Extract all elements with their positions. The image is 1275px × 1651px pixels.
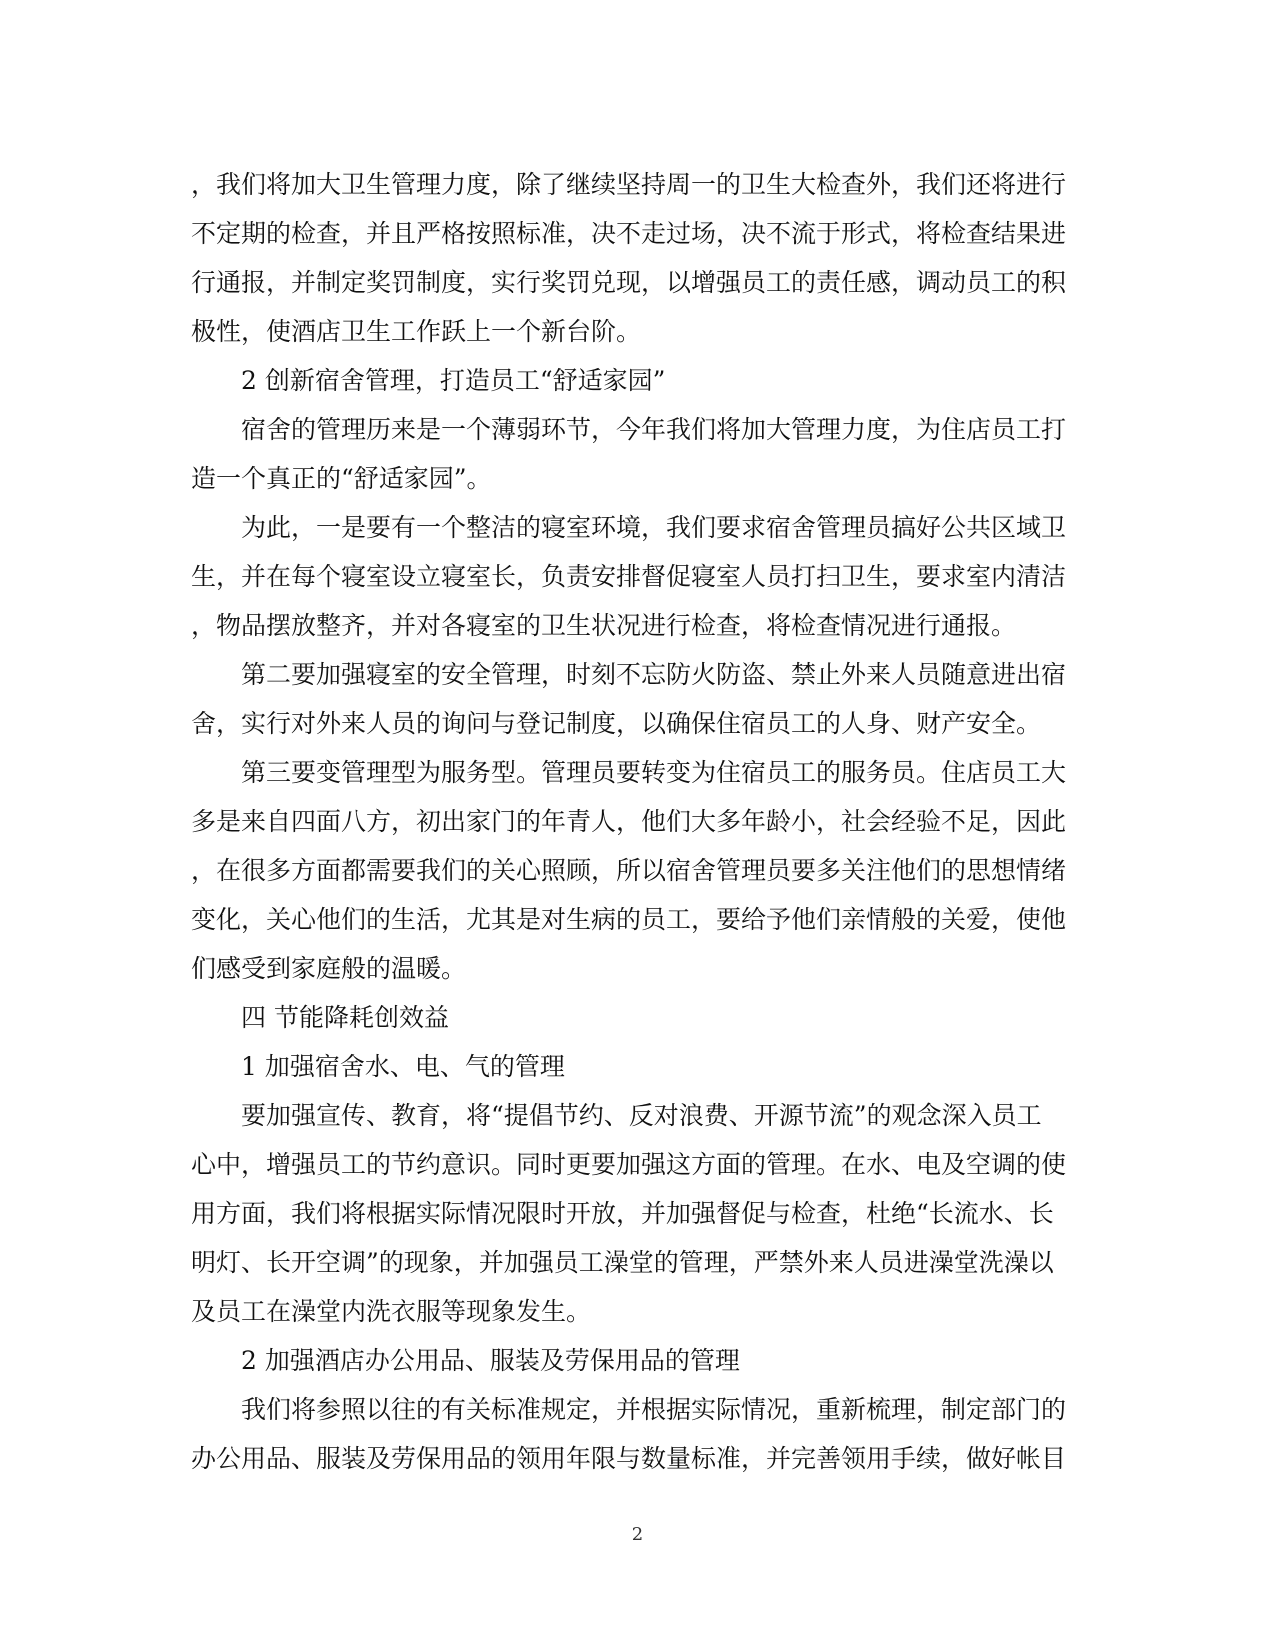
text-line: 行通报，并制定奖罚制度，实行奖罚兑现，以增强员工的责任感，调动员工的积 [191,268,1067,297]
text-line: ，我们将加大卫生管理力度，除了继续坚持周一的卫生大检查外，我们还将进行 [191,170,1067,199]
text-line: 2 加强酒店办公用品、服装及劳保用品的管理 [241,1346,740,1375]
text-line: 第三要变管理型为服务型。管理员要转变为住宿员工的服务员。住店员工大 [241,758,1067,787]
text-line: 2 创新宿舍管理，打造员工“舒适家园” [241,366,666,395]
text-line: 多是来自四面八方，初出家门的年青人，他们大多年龄小，社会经验不足，因此 [191,807,1067,836]
text-line: 不定期的检查，并且严格按照标准，决不走过场，决不流于形式，将检查结果进 [191,219,1067,248]
text-line: 们感受到家庭般的温暖。 [191,954,467,983]
text-line: 办公用品、服装及劳保用品的领用年限与数量标准，并完善领用手续，做好帐目 [191,1444,1067,1473]
text-line: 要加强宣传、教育，将“提倡节约、反对浪费、开源节流”的观念深入员工 [241,1101,1042,1130]
text-line: 宿舍的管理历来是一个薄弱环节，今年我们将加大管理力度，为住店员工打 [241,415,1067,444]
text-line: 舍，实行对外来人员的询问与登记制度，以确保住宿员工的人身、财产安全。 [191,709,1042,738]
text-line: 变化，关心他们的生活，尤其是对生病的员工，要给予他们亲情般的关爱，使他 [191,905,1067,934]
text-line: 第二要加强寝室的安全管理，时刻不忘防火防盗、禁止外来人员随意进出宿 [241,660,1067,689]
text-line: 及员工在澡堂内洗衣服等现象发生。 [191,1297,592,1326]
text-line: 为此，一是要有一个整洁的寝室环境，我们要求宿舍管理员搞好公共区域卫 [241,513,1067,542]
page-number: 2 [631,1524,644,1545]
text-line: 1 加强宿舍水、电、气的管理 [241,1052,565,1081]
text-line: 造一个真正的“舒适家园”。 [191,464,492,493]
text-line: 明灯、长开空调”的现象，并加强员工澡堂的管理，严禁外来人员进澡堂洗澡以 [191,1248,1054,1277]
text-line: 生，并在每个寝室设立寝室长，负责安排督促寝室人员打扫卫生，要求室内清洁 [191,562,1067,591]
text-line: ，物品摆放整齐，并对各寝室的卫生状况进行检查，将检查情况进行通报。 [191,611,1017,640]
body-text [191,160,1071,1483]
text-line: 我们将参照以往的有关标准规定，并根据实际情况，重新梳理，制定部门的 [241,1395,1067,1424]
text-line: 用方面，我们将根据实际情况限时开放，并加强督促与检查，杜绝“长流水、长 [191,1199,1054,1228]
text-line: 心中，增强员工的节约意识。同时更要加强这方面的管理。在水、电及空调的使 [191,1150,1067,1179]
text-line: 极性，使酒店卫生工作跃上一个新台阶。 [191,317,642,346]
text-line: 四 节能降耗创效益 [241,1003,449,1032]
text-line: ，在很多方面都需要我们的关心照顾，所以宿舍管理员要多关注他们的思想情绪 [191,856,1067,885]
